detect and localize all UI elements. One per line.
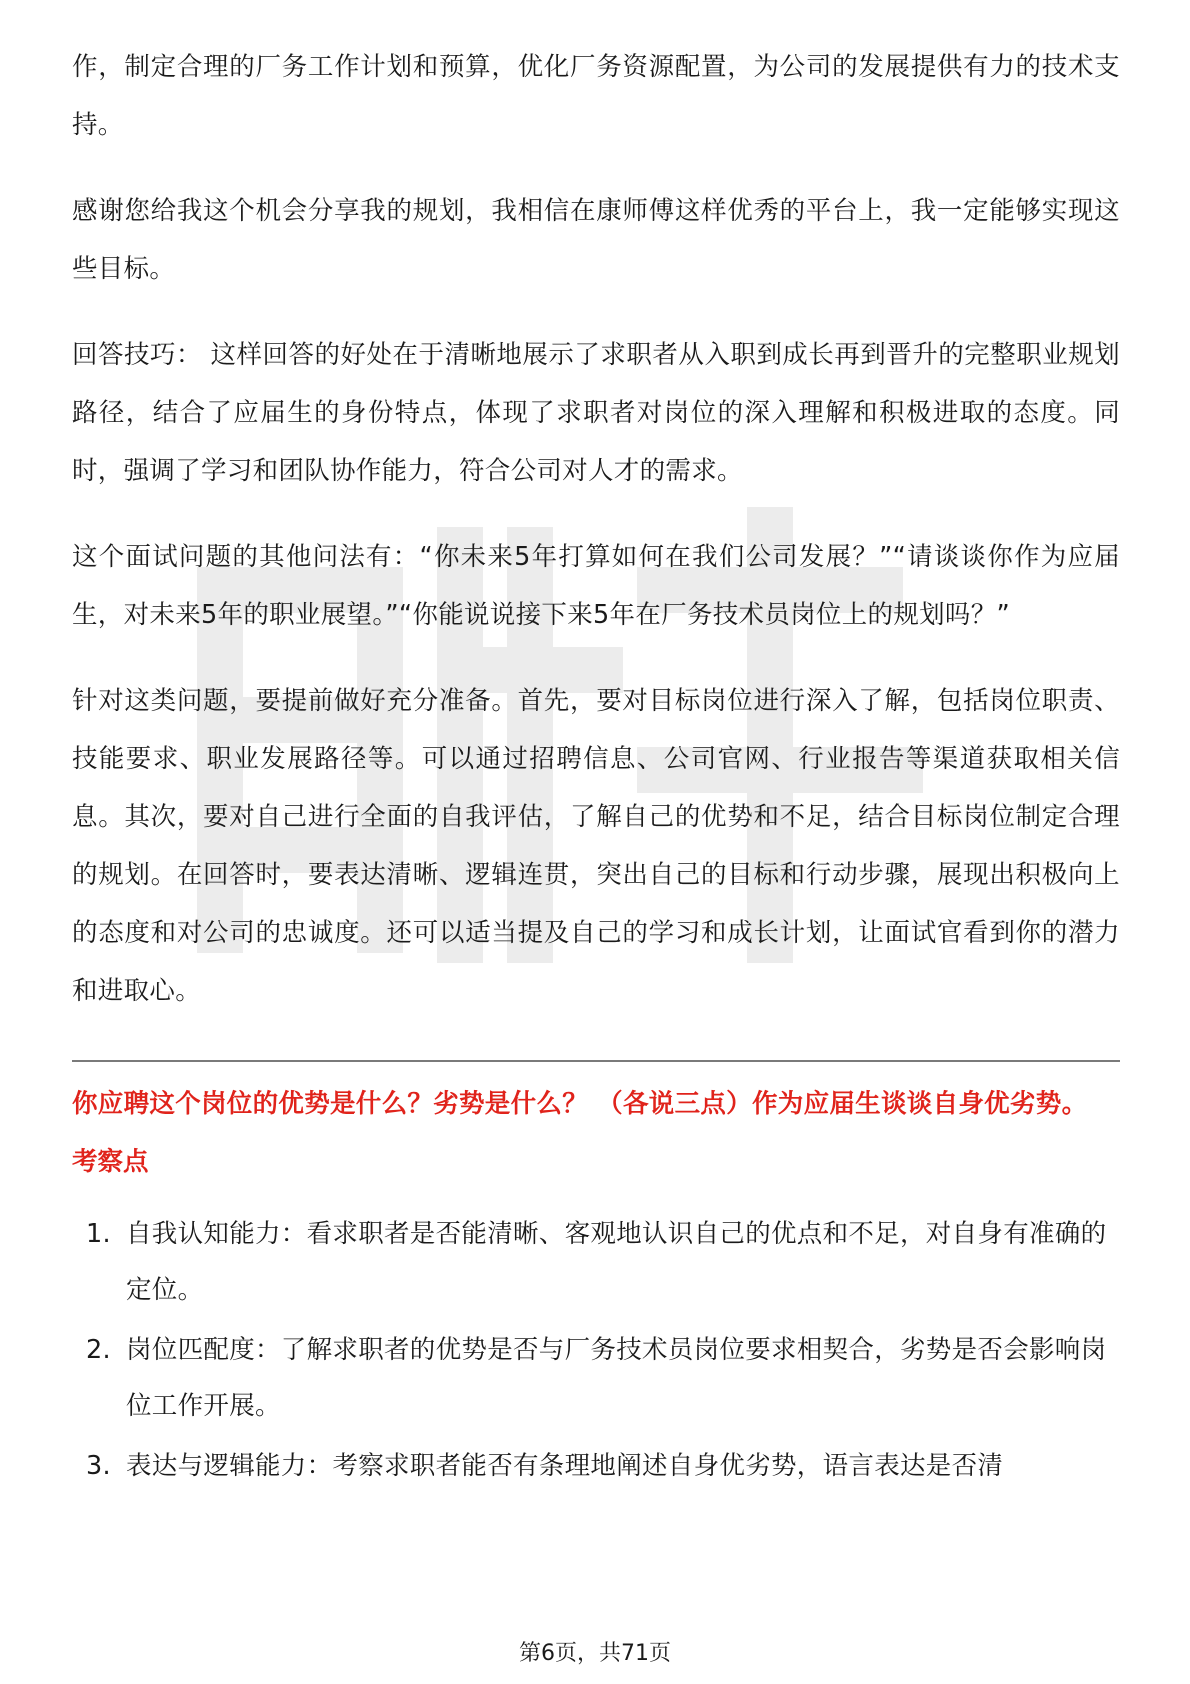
section-divider [72, 1060, 1120, 1062]
list-item-number: 3. [86, 1451, 111, 1481]
document-page [72, 38, 1120, 1498]
list-item [72, 1322, 1120, 1434]
paragraph-preparation-advice: 针对这类问题，要提前做好充分准备。首先，要对目标岗位进行深入了解，包括岗位职责、技能要求、职业发展路径等。可以通过招聘信息、公司官网、行业报告等渠道获取相关信息。其次，要对自己进行全面的自我评估，了解自己的优势和不足，结合目标岗位制定合理的规划。在回答时，要表达清晰、逻辑连贯，突出自己的目标和行动步骤，展现出积极向上的态度和对公司的忠诚度。还可以适当提及自己的学习和成长计划，让面试官看到你的潜力和进取心。 [72, 686, 1120, 1006]
paragraph-continuation: 作，制定合理的厂务工作计划和预算，优化厂务资源配置，为公司的发展提供有力的技术支持。 [72, 52, 1120, 140]
list-item-text: 表达与逻辑能力：考察求职者能否有条理地阐述自身优劣势，语言表达是否清 [126, 1451, 1004, 1481]
paragraph-thanks: 感谢您给我这个机会分享我的规划，我相信在康师傅这样优秀的平台上，我一定能够实现这些目标。 [72, 196, 1120, 284]
list-item-number: 2. [86, 1335, 111, 1365]
list-item-number: 1. [86, 1219, 111, 1249]
list-item-text: 自我认知能力：看求职者是否能清晰、客观地认识自己的优点和不足，对自身有准确的定位。 [126, 1219, 1107, 1305]
list-item [72, 1438, 1120, 1494]
page-footer: 第6页，共71页 [519, 1641, 671, 1666]
assessment-points-list [72, 1206, 1120, 1494]
paragraph-answer-tips: 回答技巧： 这样回答的好处在于清晰地展示了求职者从入职到成长再到晋升的完整职业规划路径，结合了应届生的身份特点，体现了求职者对岗位的深入理解和积极进取的态度。同时，强调了学习和团队协作能力，符合公司对人才的需求。 [72, 340, 1120, 486]
paragraph-alternate-questions: 这个面试问题的其他问法有：“你未来5年打算如何在我们公司发展？”“请谈谈你作为应届生，对未来5年的职业展望。”“你能说说接下来5年在厂务技术员岗位上的规划吗？” [72, 542, 1120, 630]
question-heading: 你应聘这个岗位的优势是什么？劣势是什么？ （各说三点）作为应届生谈谈自身优劣势。 [72, 1089, 1088, 1119]
assessment-points-heading: 考察点 [72, 1147, 149, 1177]
list-item [72, 1206, 1120, 1318]
list-item-text: 岗位匹配度：了解求职者的优势是否与厂务技术员岗位要求相契合，劣势是否会影响岗位工作开展。 [126, 1335, 1107, 1421]
